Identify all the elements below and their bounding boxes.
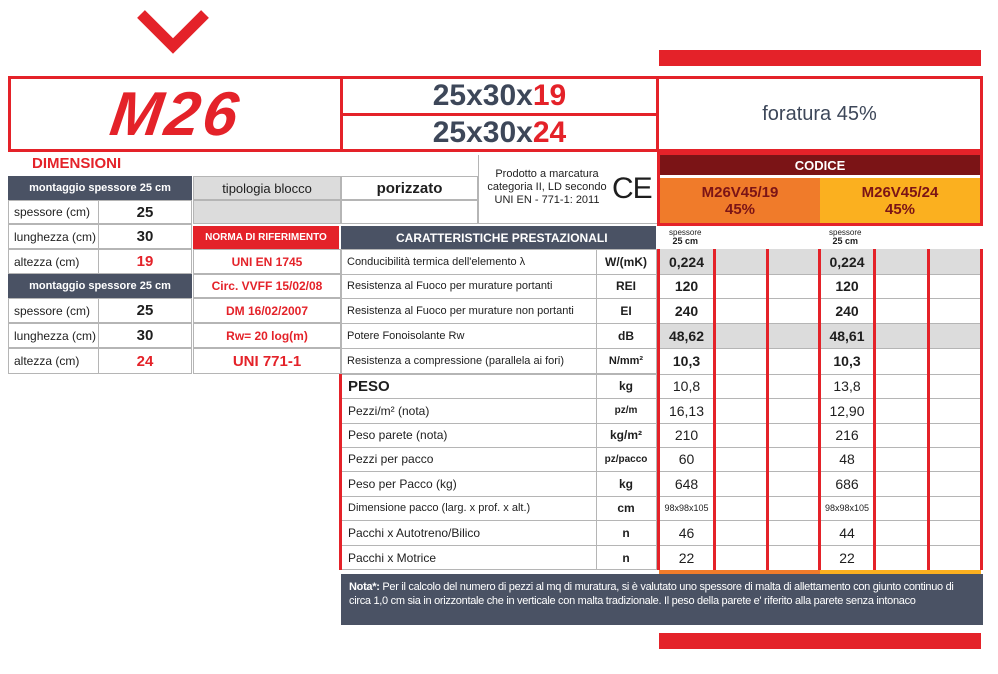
- value-19: 98x98x105: [664, 503, 709, 513]
- caratteristica-unit: dB: [618, 328, 634, 343]
- value-24: 48,61: [829, 327, 865, 344]
- value-19: 240: [674, 302, 699, 319]
- dim-value: 24: [136, 352, 154, 370]
- value-24: 0,224: [829, 253, 865, 270]
- peso-unit: n: [622, 550, 630, 565]
- caratteristica-unit: W/(mK): [605, 254, 647, 269]
- dim-label: altezza (cm): [14, 254, 80, 269]
- value-19: 16,13: [668, 402, 705, 419]
- caratteristica-unit: EI: [620, 303, 632, 318]
- value-19: 48,62: [668, 327, 705, 344]
- peso-label: Pezzi/m² (nota): [348, 403, 430, 418]
- peso-label: Pezzi per pacco: [348, 452, 434, 466]
- caratteristica-unit: REI: [615, 279, 636, 293]
- peso-unit: kg: [618, 379, 633, 393]
- value-24: 10,3: [833, 353, 861, 369]
- spessore-caption: spessore 25 cm: [829, 228, 862, 246]
- caratteristiche-title: CARATTERISTICHE PRESTAZIONALI: [341, 226, 656, 249]
- tipologia-empty: [341, 200, 478, 224]
- dim-value: 30: [136, 228, 154, 245]
- dim-label: altezza (cm): [14, 354, 80, 368]
- group-2-header: montaggio spessore 25 cm: [8, 274, 192, 298]
- value-24: 22: [839, 549, 855, 566]
- norma-item: Circ. VVFF 15/02/08: [211, 279, 323, 293]
- norma-item: DM 16/02/2007: [225, 303, 309, 318]
- peso-label: Dimensione pacco (larg. x prof. x alt.): [348, 502, 531, 514]
- value-19: 10,8: [672, 378, 701, 394]
- dim-value: 25: [136, 302, 154, 319]
- caratteristica-label: Potere Fonoisolante Rw: [347, 329, 465, 342]
- codice-title: CODICE: [660, 155, 980, 175]
- value-19: 22: [678, 549, 695, 566]
- value-24: 44: [839, 524, 855, 541]
- chevron-down-icon: [133, 6, 213, 54]
- caratteristica-label: Resistenza al Fuoco per murature portanti: [347, 280, 553, 292]
- value-24: 216: [835, 427, 859, 443]
- dim-label: spessore (cm): [14, 303, 91, 318]
- size-19: 25x30x 19: [432, 79, 567, 112]
- spessore-caption: spessore 25 cm: [669, 228, 702, 246]
- top-accent-bar: [659, 50, 981, 66]
- dimensioni-title: DIMENSIONI: [32, 155, 122, 172]
- value-24: 120: [835, 278, 859, 294]
- caratteristica-unit: N/mm²: [608, 355, 644, 367]
- value-19: 10,3: [672, 353, 701, 369]
- tipologia-label: tipologia blocco: [193, 176, 341, 200]
- peso-unit: kg/m²: [609, 428, 642, 442]
- norma-title: NORMA DI RIFERIMENTO: [193, 226, 339, 249]
- peso-unit: kg: [618, 476, 633, 491]
- peso-unit: pz/pacco: [604, 453, 648, 465]
- dim-value: 30: [136, 327, 154, 344]
- foratura-label: foratura 45%: [762, 102, 877, 125]
- peso-label: PESO: [348, 377, 390, 395]
- model-logo: M26: [105, 79, 246, 149]
- value-24: 48: [839, 451, 855, 467]
- peso-label: Peso parete (nota): [348, 428, 448, 442]
- peso-label: Pacchi x Motrice: [348, 550, 437, 565]
- dim-label: lunghezza (cm): [14, 328, 97, 343]
- value-24: 240: [835, 302, 859, 319]
- peso-label: Pacchi x Autotreno/Bilico: [348, 525, 481, 540]
- value-19: 210: [674, 427, 699, 443]
- bottom-accent-bar: [659, 633, 981, 649]
- code-cell-24: M26V45/24 45%: [820, 178, 980, 223]
- value-19: 60: [678, 451, 695, 467]
- dim-label: lunghezza (cm): [14, 229, 97, 244]
- ce-mark-icon: CE: [612, 172, 652, 205]
- nota-box: Nota*: Per il calcolo del numero di pezzi al mq di muratura, si è valutato uno spessore di malta di allettamento con giunto continuo di circa 1,0 cm sia in orizzontale che in verticale con malta tradizionale. Il peso della parete e' riferito alla parete senza intonaco: [341, 574, 983, 625]
- value-19: 120: [674, 278, 699, 294]
- caratteristica-label: Resistenza a compressione (parallela ai fori): [347, 355, 565, 367]
- norma-item: Rw= 20 log(m): [226, 328, 308, 343]
- size-24: 25x30x 24: [432, 115, 567, 149]
- dim-value: 25: [136, 203, 154, 221]
- norma-item: UNI 771-1: [232, 352, 302, 370]
- tipologia-value: porizzato: [341, 176, 478, 200]
- value-19: 648: [674, 475, 699, 492]
- marcatura-text: Prodotto a marcatura categoria II, LD secondo UNI EN - 771-1: 2011: [487, 168, 607, 206]
- value-24: 13,8: [833, 378, 861, 394]
- dim-value: 19: [136, 253, 154, 270]
- peso-unit: cm: [617, 501, 635, 515]
- value-24: 98x98x105: [824, 503, 870, 513]
- peso-unit: pz/m: [614, 405, 638, 416]
- group-1-header: montaggio spessore 25 cm: [8, 176, 192, 200]
- value-19: 0,224: [668, 253, 705, 270]
- caratteristica-label: Conducibilità termica dell'elemento λ: [347, 255, 526, 268]
- value-24: 686: [835, 475, 859, 492]
- norma-item: UNI EN 1745: [231, 254, 303, 269]
- value-19: 46: [678, 524, 695, 541]
- tipologia-empty: [193, 200, 341, 224]
- dim-label: spessore (cm): [14, 205, 91, 219]
- caratteristica-label: Resistenza al Fuoco per murature non portanti: [347, 304, 574, 317]
- value-24: 12,90: [829, 402, 865, 419]
- peso-unit: n: [622, 525, 630, 540]
- code-cell-19: M26V45/19 45%: [660, 178, 820, 223]
- peso-label: Peso per Pacco (kg): [348, 476, 457, 491]
